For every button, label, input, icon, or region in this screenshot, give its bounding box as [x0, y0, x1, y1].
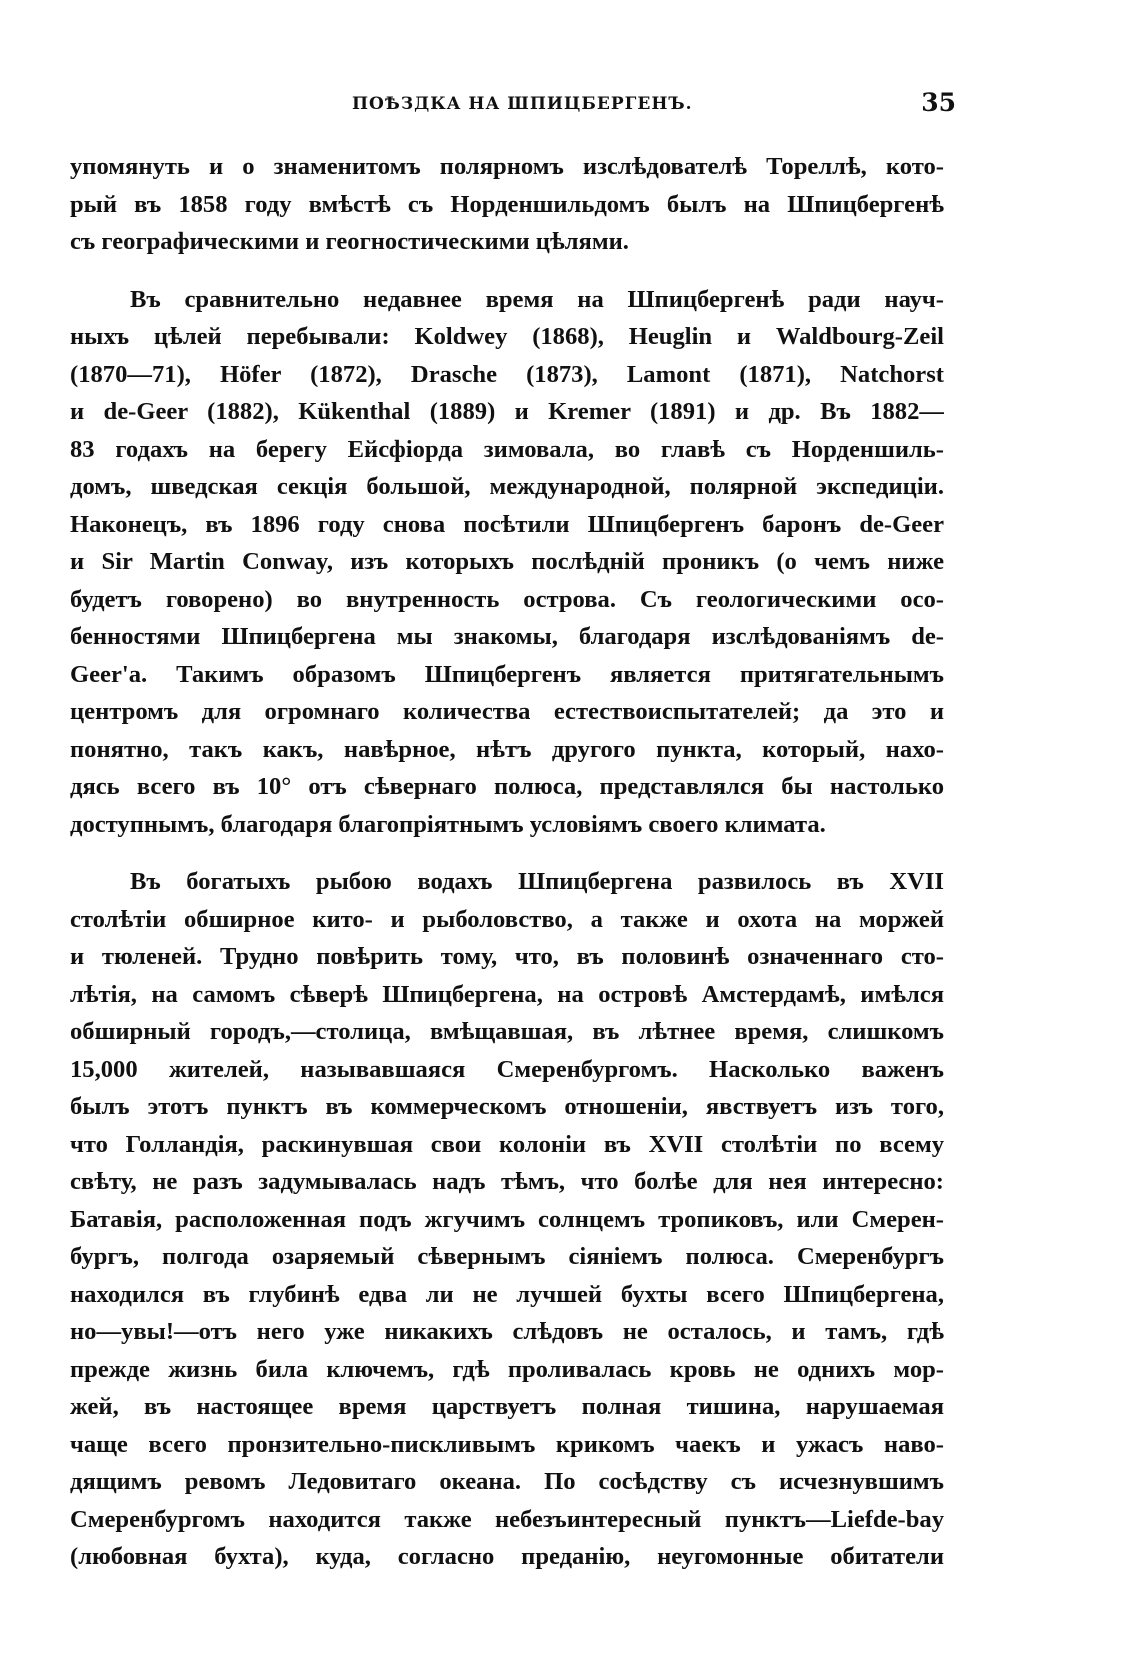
- text-line: домъ, шведская секцiя большой, международной, полярной экспедицiи.: [70, 473, 944, 500]
- text-line: Въ сравнительно недавнее время на Шпицбергенѣ ради науч-: [130, 285, 944, 313]
- text-line: столѣтiи обширное кито- и рыболовство, а также и охота на моржей: [70, 905, 944, 933]
- text-line: понятно, такъ какъ, навѣрное, нѣтъ другого пункта, который, нахо-: [70, 735, 944, 763]
- text-line: центромъ для огромнаго количества естествоиспытателей; да это и: [70, 698, 944, 725]
- text-line: Въ богатыхъ рыбою водахъ Шпицбергена развилось въ XVII: [130, 868, 944, 895]
- text-line: съ географическими и геогностическими цѣлями.: [70, 228, 629, 255]
- text-line: 83 годахъ на берегу Ейсфiорда зимовала, во главѣ съ Норденшиль-: [70, 435, 944, 463]
- text-line: Geer'а. Такимъ образомъ Шпицбергенъ является притягательнымъ: [70, 660, 944, 688]
- text-line: Батавiя, расположенная подъ жгучимъ солнцемъ тропиковъ, или Смерен-: [70, 1205, 944, 1233]
- running-title: ПОѢЗДКА НА ШПИЦБЕРГЕНЪ.: [352, 94, 693, 114]
- text-line: былъ этотъ пунктъ въ коммерческомъ отношенiи, явствуетъ изъ того,: [70, 1093, 944, 1120]
- text-line: жей, въ настоящее время царствуетъ полная тишина, нарушаемая: [70, 1393, 944, 1420]
- body-text: [70, 148, 944, 1576]
- text-line: обширный городъ,—столица, вмѣщавшая, въ лѣтнее время, слишкомъ: [70, 1018, 944, 1045]
- text-line: лѣтiя, на самомъ сѣверѣ Шпицбергена, на островѣ Амстердамѣ, имѣлся: [70, 980, 944, 1008]
- page-number: 35: [921, 88, 956, 117]
- text-line: но—увы!—отъ него уже никакихъ слѣдовъ не осталось, и тамъ, гдѣ: [70, 1318, 944, 1345]
- text-line: бенностями Шпицбергена мы знакомы, благодаря изслѣдованiямъ de-: [70, 623, 944, 650]
- text-line: (1870—71), Höfer (1872), Drasche (1873), Lamont (1871), Natchorst: [70, 360, 944, 388]
- text-line: Наконецъ, въ 1896 году снова посѣтили Шпицбергенъ баронъ de-Geer: [70, 510, 944, 538]
- page-header: [70, 88, 956, 128]
- text-line: будетъ говорено) во внутренность острова. Съ геологическими осо-: [70, 585, 944, 613]
- text-line: свѣту, не разъ задумывалась надъ тѣмъ, что болѣе для нея интересно:: [70, 1168, 944, 1195]
- text-line: и Sir Martin Conway, изъ которыхъ послѣднiй проникъ (о чемъ ниже: [70, 548, 944, 575]
- paragraph-2: [70, 281, 944, 844]
- paragraph-3: [70, 863, 944, 1576]
- paragraph-1: [70, 148, 944, 261]
- text-line: упомянуть и о знаменитомъ полярномъ изслѣдователѣ Тореллѣ, кото-: [70, 153, 944, 180]
- text-line: чаще всего пронзительно-пискливымъ крикомъ чаекъ и ужасъ наво-: [70, 1430, 944, 1458]
- text-line: Смеренбургомъ находится также небезъинтересный пунктъ—Liefde-bay: [70, 1505, 944, 1533]
- text-line: бургъ, полгода озаряемый сѣвернымъ сiянiемъ полюса. Смеренбургъ: [70, 1243, 944, 1270]
- text-line: (любовная бухта), куда, согласно преданiю, неугомонные обитатели: [70, 1543, 944, 1570]
- text-line: доступнымъ, благодаря благопрiятнымъ условiямъ своего климата.: [70, 810, 826, 838]
- text-line: 15,000 жителей, называвшаяся Смеренбургомъ. Насколько важенъ: [70, 1055, 944, 1083]
- text-line: дясь всего въ 10° отъ сѣвернаго полюса, представлялся бы настолько: [70, 773, 944, 800]
- text-line: и тюленей. Трудно повѣрить тому, что, въ половинѣ означеннаго сто-: [70, 943, 944, 970]
- text-line: прежде жизнь била ключемъ, гдѣ проливалась кровь не однихъ мор-: [70, 1355, 944, 1383]
- text-line: что Голландiя, раскинувшая свои колонiи въ XVII столѣтiи по всему: [70, 1130, 944, 1158]
- text-line: дящимъ ревомъ Ледовитаго океана. По сосѣдству съ исчезнувшимъ: [70, 1468, 944, 1495]
- text-line: находился въ глубинѣ едва ли не лучшей бухты всего Шпицбергена,: [70, 1280, 944, 1308]
- text-line: и de-Geer (1882), Kükenthal (1889) и Kremer (1891) и др. Въ 1882—: [70, 398, 944, 425]
- text-line: рый въ 1858 году вмѣстѣ съ Норденшильдомъ былъ на Шпицбергенѣ: [70, 190, 944, 218]
- text-line: ныхъ цѣлей перебывали: Koldwey (1868), Heuglin и Waldbourg-Zeil: [70, 323, 944, 350]
